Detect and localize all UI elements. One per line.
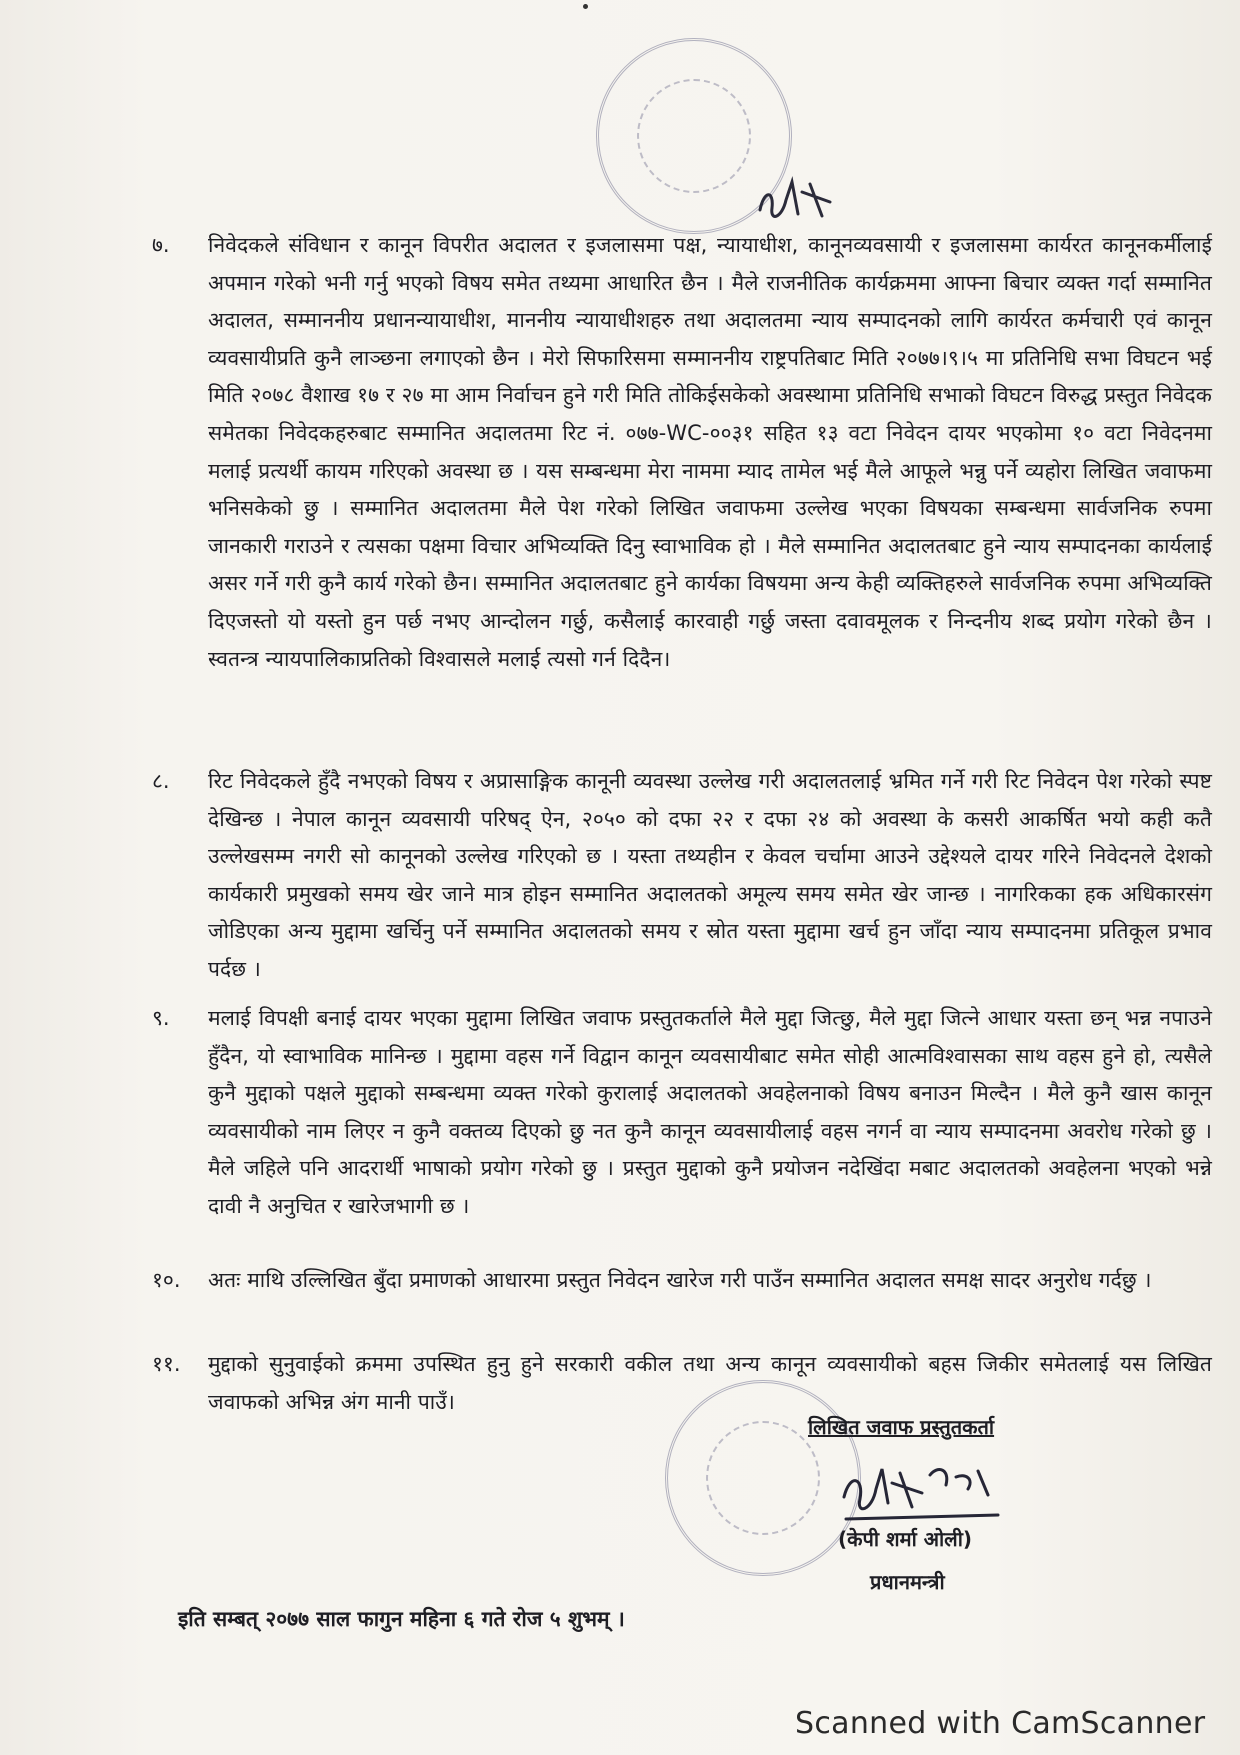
paragraph-number: १०. — [152, 1268, 181, 1292]
paragraph-text: मलाई विपक्षी बनाई दायर भएका मुद्दामा लिखित जवाफ प्रस्तुतकर्ताले मैले मुद्दा जित्छु, मैले मुद्दा जित्ने आधार यस्ता छन् भन्न नपाउने हुँदैन, यो स्वाभाविक मानिन्छ । मुद्दामा वहस गर्ने विद्वान कानून व्यवसायीबाट समेत सोही आत्मविश्वासका साथ वहस हुने हो, त्यसैले कुनै मुद्दाको पक्षले मुद्दाको सम्बन्धमा व्यक्त गरेको कुरालाई अदालतको अवहेलनाको विषय बनाउन मिल्दैन । मैले कुनै खास कानून व्यवसायीको नाम लिएर न कुनै वक्तव्य दिएको छु नत कुनै कानून व्यवसायीलाई वहस नगर्न वा न्याय सम्पादनमा अवरोध गरेको छु । मैले जहिले पनि आदरार्थी भाषाको प्रयोग गरेको छु । प्रस्तुत मुद्दाको कुनै प्रयोजन नदेखिंदा मबाट अदालतको अवहेलना भएको भन्ने दावी नै अनुचित र खारेजभागी छ । — [208, 1006, 1212, 1218]
seal-emblem — [706, 1421, 820, 1535]
paragraph-number: ११. — [152, 1352, 181, 1376]
handwritten-signature — [838, 1455, 1008, 1525]
signatory-name: (केपी शर्मा ओली) — [838, 1527, 973, 1551]
paragraph-text: रिट निवेदकले हुँदै नभएको विषय र अप्रासाङ्गिक कानूनी व्यवस्था उल्लेख गरी अदालतलाई भ्रमित गर्ने गरी रिट निवेदन पेश गरेको स्पष्ट देखिन्छ । नेपाल कानून व्यवसायी परिषद् ऐन, २०५० को दफा २२ र दफा २४ को अवस्था के कसरी आकर्षित भयो कही कतै उल्लेखसम्म नगरी सो कानूनको उल्लेख गरिएको छ । यस्ता तथ्यहीन र केवल चर्चामा आउने उद्देश्यले दायर गरिने निवेदनले देशको कार्यकारी प्रमुखको समय खेर जाने मात्र होइन सम्मानित अदालतको अमूल्य समय समेत खेर जान्छ । नागरिकका हक अधिकारसंग जोडिएका अन्य मुद्दामा खर्चिनु पर्ने सम्मानित अदालतको समय र स्रोत यस्ता मुद्दामा खर्च हुन जाँदा न्याय सम्पादनमा प्रतिकूल प्रभाव पर्दछ । — [208, 769, 1212, 981]
date-line: इति सम्बत् २०७७ साल फागुन महिना ६ गते रोज ५ शुभम् । — [178, 1607, 625, 1631]
paragraph-7 — [152, 227, 1212, 678]
seal-emblem — [637, 79, 751, 193]
paragraph-8 — [152, 763, 1212, 989]
paragraph-11 — [152, 1346, 1212, 1421]
initial-signature — [752, 170, 862, 230]
paragraph-text: मुद्दाको सुनुवाईको क्रममा उपस्थित हुनु हुने सरकारी वकील तथा अन्य कानून व्यवसायीको बहस जिकीर समेतलाई यस लिखित जवाफको अभिन्न अंग मानी पाउँ। — [208, 1352, 1212, 1414]
signatory-designation: प्रधानमन्त्री — [870, 1570, 945, 1594]
paragraph-10 — [152, 1262, 1212, 1300]
paragraph-number: ८. — [152, 769, 170, 793]
scanner-watermark: Scanned with CamScanner — [795, 1706, 1206, 1741]
paragraph-number: ७. — [152, 233, 170, 257]
paragraph-text: निवेदकले संविधान र कानून विपरीत अदालत र इजलासमा पक्ष, न्यायाधीश, कानूनव्यवसायी र इजलासमा कार्यरत कानूनकर्मीलाई अपमान गरेको भनी गर्नु भएको विषय समेत तथ्यमा आधारित छैन । मैले राजनीतिक कार्यक्रममा आफ्ना बिचार व्यक्त गर्दा सम्मानित अदालत, सम्माननीय प्रधानन्यायाधीश, माननीय न्यायाधीशहरु तथा अदालतमा न्याय सम्पादनको लागि कार्यरत कर्मचारी एवं कानून व्यवसायीप्रति कुनै लाञ्छना लगाएको छैन । मेरो सिफारिसमा सम्माननीय राष्ट्रपतिबाट मिति २०७७।९।५ मा प्रतिनिधि सभा विघटन भई मिति २०७८ वैशाख १७ र २७ मा आम निर्वाचन हुने गरी मिति तोकिईसकेको अवस्थामा प्रतिनिधि सभाको विघटन विरुद्ध प्रस्तुत निवेदक समेतका निवेदकहरुबाट सम्मानित अदालतमा रिट नं. ०७७-WC-००३१ सहित १३ वटा निवेदन दायर भएकोमा १० वटा निवेदनमा मलाई प्रत्यर्थी कायम गरिएको अवस्था छ । यस सम्बन्धमा मेरा नाममा म्याद तामेल भई मैले आफूले भन्नु पर्ने व्यहोरा लिखित जवाफमा भनिसकेको छु । सम्मानित अदालतमा मैले पेश गरेको लिखित जवाफमा उल्लेख भएका विषयका सम्बन्धमा सार्वजनिक रुपमा जानकारी गराउने र त्यसका पक्षमा विचार अभिव्यक्ति दिनु स्वाभाविक हो । मैले सम्मानित अदालतबाट हुने न्याय सम्पादनका कार्यलाई असर गर्ने गरी कुनै कार्य गरेको छैन। सम्मानित अदालतबाट हुने कार्यका विषयमा अन्य केही व्यक्तिहरुले सार्वजनिक रुपमा अभिव्यक्ति दिएजस्तो यो यस्तो हुन पर्छ नभए आन्दोलन गर्छु, कसैलाई कारवाही गर्छु जस्ता दवावमूलक र निन्दनीय शब्द प्रयोग गरेको छैन । स्वतन्त्र न्यायपालिकाप्रतिको विश्वासले मलाई त्यसो गर्न दिदैन। — [208, 233, 1212, 671]
ink-dot — [583, 4, 588, 9]
paragraph-number: ९. — [152, 1006, 170, 1030]
paragraph-text: अतः माथि उल्लिखित बुँदा प्रमाणको आधारमा प्रस्तुत निवेदन खारेज गरी पाउँन सम्मानित अदालत समक्ष सादर अनुरोध गर्दछु । — [208, 1268, 1152, 1292]
paragraph-9 — [152, 1000, 1212, 1226]
signature-title: लिखित जवाफ प्रस्तुतकर्ता — [808, 1415, 995, 1439]
official-seal-bottom — [665, 1380, 861, 1576]
